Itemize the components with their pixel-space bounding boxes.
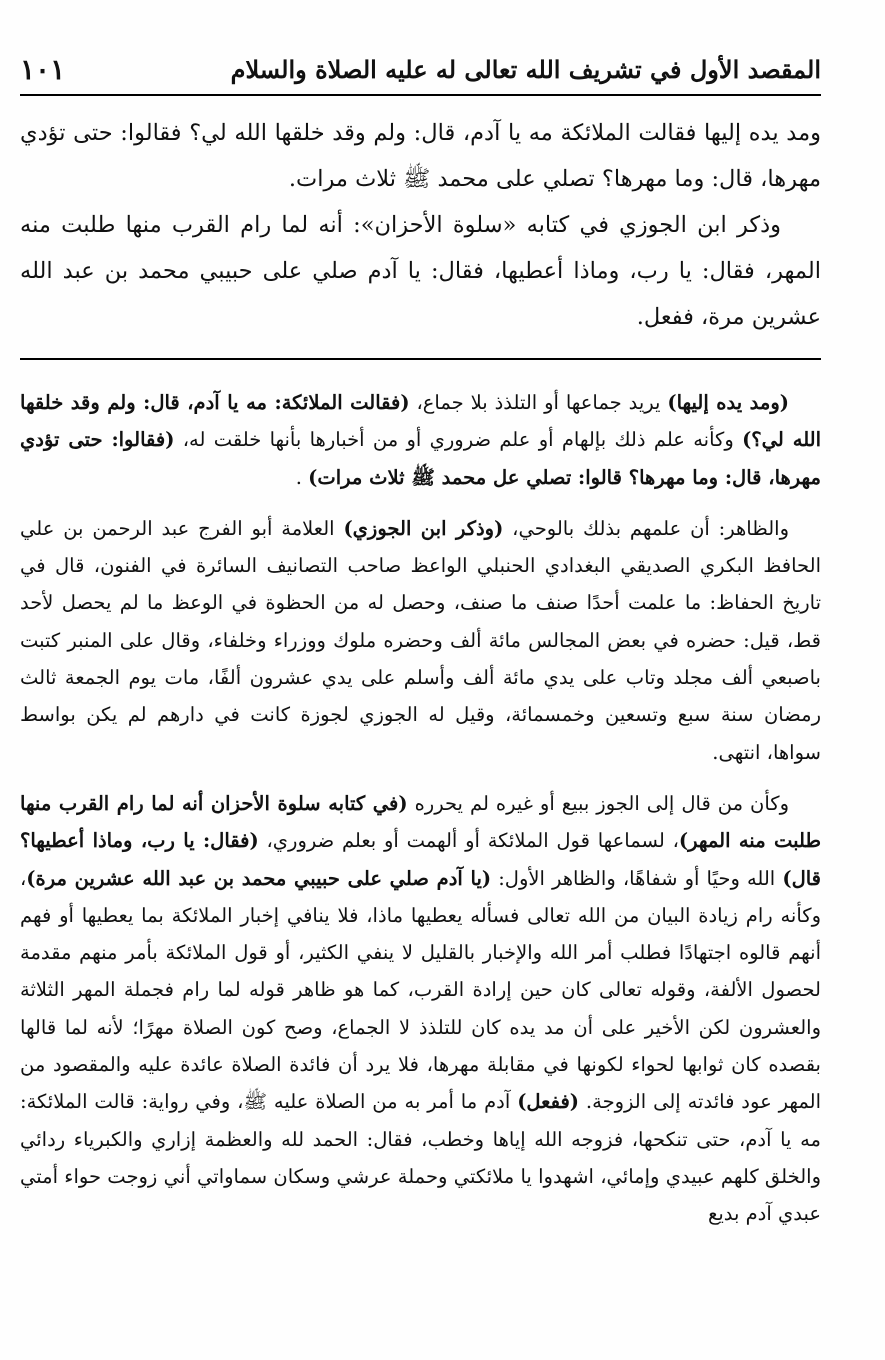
commentary-paragraph-1 (20, 384, 821, 496)
commentary-text: ، وكأنه رام زيادة البيان من الله تعالى فسأله يعطيها ماذا، فلا ينافي إخبار الملائكة بما يعطيها أو فهم أنهم قالوه اجتهادًا فطلب أمر الله والإخبار بالقليل لا ينفي الكثير، أو قول الملائكة بأمر منهم مقدمة لحصول الألفة، وقوله تعالى كان حين إرادة القرب، كما هو ظاهر قوله لما رام فجملة المهر الثلاثة والعشرون لكن الأخير على أن مد يده كان للتلذذ لا الجماع، وصح كون الصلاة مهرًا؛ لأنه لما قالها بقصده كان ثوابها لحواء لكونها في مقابلة مهرها، فلا يرد أن فائدة الصلاة عائدة عليه والمقصود من المهر عود فائدته إلى الزوجة. (20, 866, 821, 1114)
header-rule (20, 94, 821, 96)
quoted-main-text: (فقالت الملائكة: مه يا آدم، قال: ولم وقد خلقها الله لي؟) (20, 391, 822, 452)
commentary-text: آدم ما أمر به من الصلاة عليه ﷺ، وفي رواية: قالت الملائكة: مه يا آدم، حتى تنكحها، فزوجه الله إياها وخطب، فقال: الحمد لله والعظمة إزاري والكبرياء ردائي والخلق كلهم عبيدي وإمائي، اشهدوا يا ملائكتي وحملة عرشي وسكان سماواتي أني زوجت حواء أمتي عبدي آدم بديع (20, 1090, 821, 1226)
commentary-text: ، لسماعها قول الملائكة أو ألهمت أو بعلم ضروري، (258, 829, 679, 853)
commentary (20, 384, 821, 1247)
main-text-paragraph-1: ومد يده إليها فقالت الملائكة مه يا آدم، قال: ولم وقد خلقها الله لي؟ فقالوا: حتى تؤدي مهرها، قال: وما مهرها؟ تصلي على محمد ﷺ ثلاث مرات. (20, 120, 821, 192)
commentary-text: وكأنه علم ذلك بإلهام أو علم ضروري أو من أخبارها بأنها خلقت له، (174, 428, 743, 452)
main-text (20, 110, 821, 340)
quoted-main-text: (يا آدم صلي على حبيبي محمد بن عبد الله عشرين مرة) (26, 866, 492, 890)
commentary-text: وكأن من قال إلى الجوز ببيع أو غيره لم يحرره (407, 791, 789, 815)
quoted-main-text: (فقالوا: حتى تؤدي مهرها، قال: وما مهرها؟ قالوا: تصلي عل محمد ﷺ ثلاث مرات) (20, 428, 821, 489)
main-text-paragraph-2: وذكر ابن الجوزي في كتابه «سلوة الأحزان»: أنه لما رام القرب منها طلبت منه المهر، فقال: يا رب، وماذا أعطيها، فقال: يا آدم صلي على حبيبي محمد بن عبد الله عشرين مرة، ففعل. (20, 212, 821, 330)
commentary-paragraph-2 (20, 510, 821, 771)
quoted-main-text: (فقال: يا رب، وماذا أعطيها؟ قال) (20, 829, 822, 890)
quoted-main-text: (وذكر ابن الجوزي) (343, 516, 504, 540)
commentary-text: يريد جماعها أو التلذذ بلا جماع، (409, 391, 668, 414)
quoted-main-text: (ففعل) (517, 1090, 580, 1114)
quoted-main-text: (في كتابه سلوة الأحزان أنه لما رام القرب منها طلبت منه المهر) (20, 791, 821, 853)
commentary-text: . (295, 465, 309, 489)
commentary-text: الله وحيًا أو شفاهًا، والظاهر الأول: (491, 866, 783, 890)
separator-rule (20, 358, 821, 360)
commentary-text: والظاهر: أن علمهم بذلك بالوحي، (503, 516, 789, 540)
page-number: ١٠١ (20, 52, 66, 86)
quoted-main-text: (ومد يده إليها) (667, 391, 789, 414)
commentary-text: العلامة أبو الفرج عبد الرحمن بن علي الحافظ البكري الصديقي البغدادي الحنبلي الواعظ صاحب التصانيف السائرة في الفنون، قال في تاريخ الحفاظ: ما علمت أحدًا صنف ما صنف، وحصل له من الحظوة في الوعظ ما لم يحصل لأحد قط، قيل: حضره في بعض المجالس مائة ألف وحضره ملوك ووزراء وخلفاء، وقال على المنبر كتبت باصبعي ألف مجلد وتاب على يدي مائة ألف وأسلم على يدي عشرون ألفًا، مات يوم الجمعة ثالث رمضان سنة سبع وتسعين وخمسمائة، وقيل له الجوزي لجوزة كانت في دارهم لم يكن بواسط سواها، انتهى. (20, 516, 821, 764)
page-header (20, 44, 821, 94)
running-title: المقصد الأول في تشريف الله تعالى له عليه الصلاة والسلام (230, 54, 821, 84)
commentary-paragraph-3 (20, 785, 821, 1233)
